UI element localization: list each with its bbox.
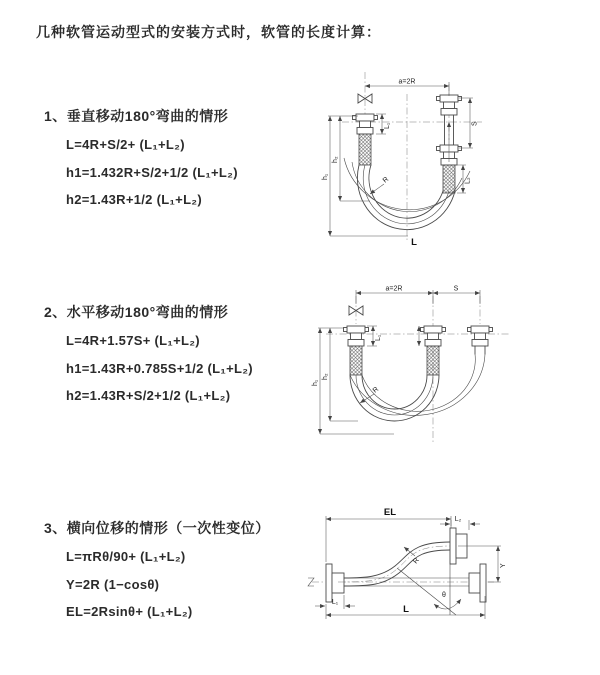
diagram-horizontal-180-bend — [298, 282, 588, 450]
dimension-l1 — [367, 326, 382, 346]
formula-h2: h2=1.43R+1/2 (L₁+L₂) — [66, 192, 203, 207]
formula-length: L=4R+S/2+ (L₁+L₂) — [66, 137, 185, 152]
section-2-formulas — [44, 327, 314, 410]
dimension-l2 — [457, 165, 472, 193]
dim-label-l1: L₁ — [375, 334, 382, 341]
formula-h2: h2=1.43R+S/2+1/2 (L₁+L₂) — [66, 388, 231, 403]
section-2 — [44, 302, 314, 410]
dim-label-r: R — [412, 556, 421, 566]
angle-label-theta: θ — [442, 592, 446, 599]
braided-hose-section — [427, 346, 439, 375]
dim-label-y: Y — [500, 563, 507, 568]
middle-pipe-fitting — [421, 326, 446, 375]
formula-h1: h1=1.432R+S/2+1/2 (L₁+L₂) — [66, 164, 238, 180]
dim-label-l2: L₂ — [454, 516, 462, 523]
section-1-heading: 1、垂直移动180°弯曲的情形 — [44, 108, 229, 124]
dim-label-l2: L₂ — [464, 177, 472, 184]
dim-label-h1: h₁ — [312, 379, 319, 386]
left-pipe-fitting — [353, 114, 378, 165]
straight-pipe-position — [344, 564, 486, 602]
diagram-vertical-180-bend — [302, 70, 582, 255]
formula-y: Y=2R (1−cosθ) — [66, 576, 160, 592]
dimension-l1 — [315, 595, 355, 609]
braided-hose-section — [443, 165, 455, 193]
formula-h1: h1=1.43R+0.785S+1/2 (L₁+L₂) — [66, 360, 253, 376]
hose-u-bend-arcs — [350, 354, 485, 421]
section-3-formulas — [44, 543, 314, 626]
dim-label-h2: h₂ — [332, 156, 339, 163]
radius-leader — [370, 176, 390, 194]
dim-label-s: S — [453, 285, 459, 293]
section-3 — [44, 518, 314, 626]
braided-hose-section — [359, 134, 371, 165]
dim-label-h2: h₂ — [322, 373, 329, 380]
section-3-heading: 3、横向位移的情形（一次性变位） — [44, 520, 270, 536]
dim-label-l: L — [403, 604, 409, 615]
dimension-el — [326, 507, 451, 562]
dim-label-a2r: a=2R — [398, 78, 416, 86]
formula-el: EL=2Rsinθ+ (L₁+L₂) — [66, 604, 193, 619]
dim-label-length: L — [411, 237, 417, 248]
dimension-s — [433, 286, 480, 294]
dimension-l1 — [376, 114, 391, 134]
diagram-lateral-displacement — [298, 498, 598, 645]
page-title: 几种软管运动型式的安装方式时，软管的长度计算： — [36, 24, 381, 40]
dimension-a2r — [356, 286, 480, 305]
dimension-l — [326, 596, 485, 619]
right-pipe-fitting — [468, 326, 493, 354]
dimension-s — [459, 98, 479, 148]
dim-label-a2r: a=2R — [385, 285, 403, 293]
left-pipe-fitting — [344, 326, 369, 375]
dim-label-r: R — [371, 385, 381, 395]
formula-length: L=4R+1.57S+ (L₁+L₂) — [66, 333, 200, 348]
formula-length: L=πRθ/90+ (L₁+L₂) — [66, 549, 186, 564]
dim-label-h1: h₁ — [322, 173, 329, 180]
hose-s-curve — [338, 528, 467, 586]
section-1-formulas — [44, 131, 314, 214]
dim-label-l1: L₁ — [384, 122, 391, 129]
dim-label-el: EL — [383, 507, 397, 518]
braided-hose-section — [350, 346, 362, 375]
left-flange — [326, 564, 344, 602]
dim-label-s: S — [471, 121, 479, 126]
dimension-l2 — [440, 516, 480, 530]
section-1 — [44, 106, 314, 214]
section-2-heading: 2、水平移动180°弯曲的情形 — [44, 304, 229, 320]
dim-label-l1: L₁ — [331, 599, 339, 606]
dim-label-r: R — [381, 175, 391, 185]
dimension-a2r — [365, 79, 449, 97]
